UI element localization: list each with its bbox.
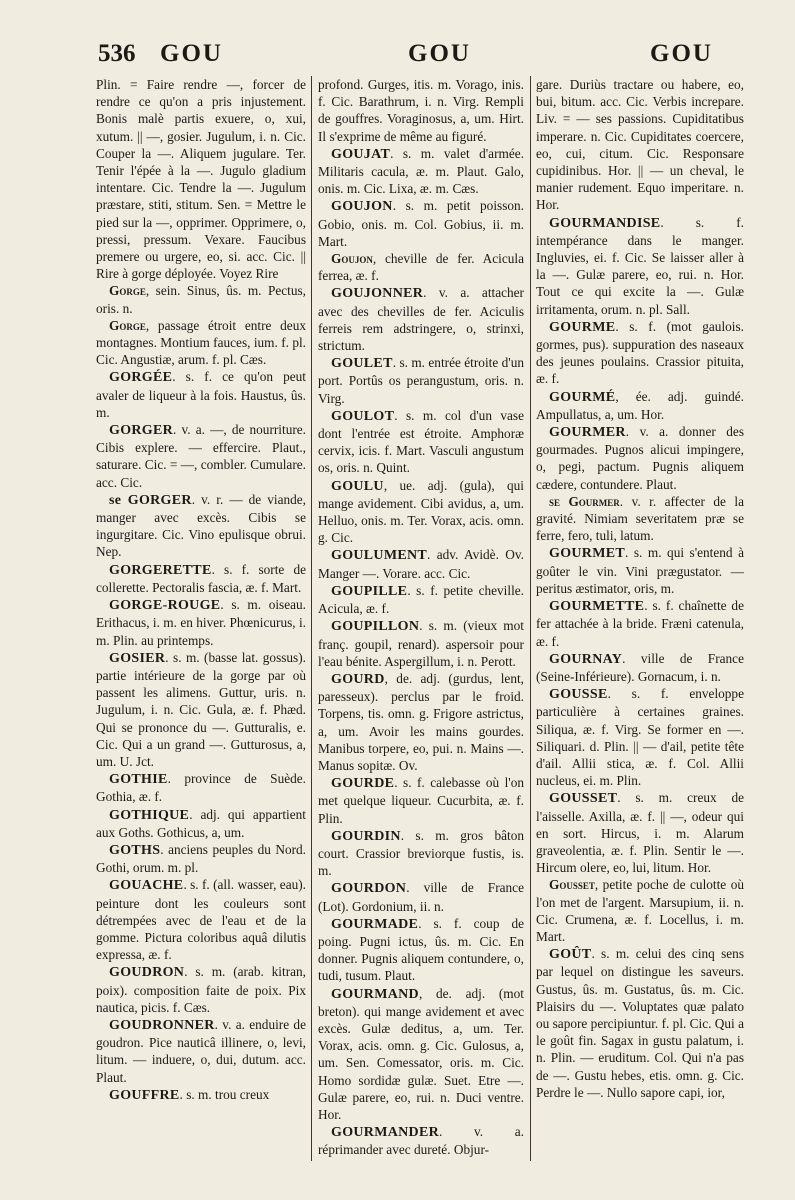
entry-text: . s. m. creux de l'aisselle. Axilla, æ. f. || —, odeur qui en sort. Hircus, i. m. Alarum graveolentia, æ. f. Plin. Sentir le —. Hircum olere, eo, lui, litum. Hor. bbox=[536, 790, 744, 876]
entry-headword: GOUDRON bbox=[109, 965, 185, 981]
entry-headword: GOSIER bbox=[109, 650, 166, 666]
entry-text: . v. a. réprimander avec dureté. Objur- bbox=[318, 1124, 524, 1158]
column-center bbox=[318, 76, 524, 1176]
entry-headword: GOURMANDER bbox=[331, 1125, 439, 1141]
entry-text: , ée. adj. guindé. Ampullatus, a, um. Hor. bbox=[536, 388, 744, 422]
entry-headword: GORGER bbox=[109, 423, 174, 439]
entry-headword: GOUJON bbox=[331, 199, 393, 215]
entry-text: . s. f. ce qu'on peut avaler de liqueur à la fois. Haustus, ûs. m. bbox=[96, 369, 306, 420]
entry-headword: GOULU bbox=[331, 478, 384, 494]
entry-text: . v. r. affecter de la gravité. Nimiam severitatem præ se ferre, fero, tuli, latum. bbox=[536, 493, 744, 544]
page-header bbox=[98, 40, 758, 80]
dictionary-entry bbox=[96, 421, 306, 491]
dictionary-entry bbox=[536, 423, 744, 493]
entry-headword: GOURMETTE bbox=[549, 599, 645, 615]
dictionary-entry bbox=[318, 879, 524, 914]
entry-headword: GOULUMENT bbox=[331, 548, 428, 564]
entry-headword: GOURDE bbox=[331, 776, 395, 792]
dictionary-entry bbox=[318, 582, 524, 617]
dictionary-entry bbox=[318, 407, 524, 477]
entry-headword: GORGERETTE bbox=[109, 562, 212, 578]
column-rule-right bbox=[530, 76, 531, 1161]
dictionary-entry bbox=[96, 649, 306, 770]
entry-text: . s. m. oiseau. Erithacus, i. m. en hiver. Phœnicurus, i. m. Plin. au printemps. bbox=[96, 597, 306, 648]
entry-text: , sein. Sinus, ûs. m. Pectus, oris. n. bbox=[96, 283, 306, 316]
dictionary-entry bbox=[318, 250, 524, 284]
entry-text: . s. f. coup de poing. Pugni ictus, ûs. m. Cic. En donner. Pugnis aliquem contundere, o, tudi, tusum. Plaut. bbox=[318, 915, 524, 984]
entry-text: . v. a. enduire de goudron. Pice nauticâ illinere, o, levi, litum. — induere, o, dui, dutum. acc. Plaut. bbox=[96, 1016, 306, 1085]
entry-text: , cheville de fer. Acicula ferrea, æ. f. bbox=[318, 251, 524, 284]
dictionary-entry bbox=[318, 477, 524, 547]
dictionary-entry bbox=[536, 685, 744, 789]
dictionary-entry bbox=[318, 197, 524, 250]
entry-headword: GOUPILLON bbox=[331, 619, 420, 635]
entry-text: gare. Duriùs tractare ou habere, eo, bui, bitum. acc. Cic. Verbis increpare. Liv. = — ses passions. Cupiditatibus imperare. n. Cic. Cupiditates coercere, eo, cui, citum. Cic. Responsare cupidinibus. Hor. || — un cheval, le manier rudement. Equo imperitare. n. Hor. bbox=[536, 77, 744, 213]
column-rule-left bbox=[311, 76, 312, 1161]
dictionary-entry bbox=[318, 145, 524, 198]
entry-text: , de. adj. (mot breton). qui mange avidement et avec excès. Gulæ deditus, a, um. Ter. Vorax, acis. omn. g. Cic. Gulosus, a, um. Sen. Comessator, oris. m. Cic. Homo sordidæ gulæ. Suet. Etre —. Gulæ parere, eo, rui. n. Duci ventre. Hor. bbox=[318, 985, 524, 1122]
dictionary-entry bbox=[536, 597, 744, 650]
dictionary-entry bbox=[96, 876, 306, 963]
entry-text: . s. m. col d'un vase dont l'entrée est étroite. Amphoræ cervix, icis. f. Mart. Vasculi angustum os, oris. n. Quint. bbox=[318, 407, 524, 476]
dictionary-entry bbox=[318, 1123, 524, 1158]
entry-headword: GORGÉE bbox=[109, 370, 173, 386]
dictionary-entry bbox=[536, 76, 744, 214]
dictionary-entry bbox=[96, 317, 306, 369]
dictionary-entry bbox=[536, 945, 744, 1101]
dictionary-entry bbox=[536, 318, 744, 388]
dictionary-entry bbox=[536, 388, 744, 423]
dictionary-entry bbox=[96, 282, 306, 316]
entry-headword: GOURMADE bbox=[331, 916, 419, 932]
entry-text: . s. f. petite cheville. Acicula, æ. f. bbox=[318, 582, 524, 617]
entry-text: . s. m. (vieux mot franç. goupil, renard). aspersoir pour l'eau bénite. Aspergillum, i. n. Perott. bbox=[318, 618, 524, 669]
entry-headword: GOUJAT bbox=[331, 146, 391, 162]
dictionary-entry bbox=[318, 546, 524, 581]
column-right bbox=[536, 76, 744, 1176]
entry-text: . v. a. —, de nourriture. Cibis explere. — effercire. Plaut., saturare. Cic. = —, combler. Cumulare. acc. Cic. bbox=[96, 422, 306, 490]
entry-headword: GOURME bbox=[549, 319, 616, 335]
entry-text: . s. m. entrée étroite d'un port. Portûs os perangustum, oris. n. Virg. bbox=[318, 355, 524, 406]
dictionary-entry bbox=[96, 1086, 306, 1104]
entry-text: . anciens peuples du Nord. Gothi, orum. m. pl. bbox=[96, 841, 306, 876]
entry-headword: GOURDIN bbox=[331, 828, 401, 844]
entry-headword: GOULOT bbox=[331, 408, 395, 424]
entry-text: , passage étroit entre deux montagnes. Montium fauces, ium. f. pl. Cic. Angustiæ, arum. f. pl. Cæs. bbox=[96, 317, 306, 368]
dictionary-entry bbox=[96, 770, 306, 805]
entry-headword: GOUJONNER bbox=[331, 286, 424, 302]
entry-text: . s. m. celui des cinq sens par lequel on distingue les saveurs. Gustus, ûs. m. Gustatus, ûs. m. Cic. Plaisirs du —. Voluptates quæ palato ou sapore percipiuntur. f. pl. Cic. Qui a le goût fin. Sagax in gustu palatum, i. n. Plin. — eruditum. Col. Qui n'a pas de —. Gustu hebes, etis. omn. g. Cic. Perdre le —. Nullo sapore capi, ior, bbox=[536, 946, 744, 1100]
entry-headword: Gousset bbox=[549, 877, 595, 893]
entry-headword: GOURNAY bbox=[549, 651, 623, 667]
entry-headword: GOÛT bbox=[549, 947, 592, 963]
entry-headword: GOTHS bbox=[109, 842, 161, 858]
dictionary-entry bbox=[96, 76, 306, 282]
entry-headword: GOTHIQUE bbox=[109, 807, 190, 823]
column-left bbox=[96, 76, 306, 1176]
entry-text: . s. f. (mot gaulois. gormes, pus). suppuration des naseaux des jeunes poulains. Crassior pituita, æ. f. bbox=[536, 318, 744, 387]
dictionary-entry bbox=[96, 561, 306, 596]
entry-text: Plin. = Faire rendre —, forcer de rendre ce qu'on a pris injustement. Bonis malè partis exuere, o, xui, xutum. || —, gosier. Jugulum, i. n. Cic. Couper la —. Aliquem jugulare. Ter. Tenir l'épée à la —. Jugulo gladium intentare. Cic. Tendre la —. Jugulum præstare, stiti, stitum. Sen. = Mettre le pied sur la —, opprimer. Opprimere, o, pressi, pressum. Vexare. Faucibus premere ou urgere, eo, si. acc. Cic. || Rire à gorge déployée. Voyez Rire bbox=[96, 77, 306, 282]
dictionary-entry bbox=[96, 368, 306, 421]
entry-text: . adv. Avidè. Ov. Manger —. Vorare. acc. Cic. bbox=[318, 547, 524, 581]
entry-headword: Gorge bbox=[109, 317, 146, 333]
entry-headword: GOUACHE bbox=[109, 878, 184, 894]
entry-text: . s. m. (arab. kitran, poix). composition faite de poix. Pix nautica, picis. f. Cæs. bbox=[96, 964, 306, 1015]
entry-text: . s. m. (basse lat. gossus). partie intérieure de la gorge par où passent les alimens. Guttur, uris. n. Jugulum, i. n. Cic. Gula, æ. f. Phæd. Qui se prononce du —. Gutturalis, e. Cic. Qui a un grand —. Gutturosus, a, um. U. Jct. bbox=[96, 649, 306, 769]
running-head-right: GOU bbox=[650, 40, 713, 67]
entry-text: profond. Gurges, itis. m. Vorago, inis. f. Cic. Barathrum, i. n. Virg. Rempli de gouffres. Voraginosus, a, um. Hirt. Il s'exprime de même au figuré. bbox=[318, 77, 524, 144]
entry-headword: se GORGER bbox=[109, 492, 192, 508]
entry-text: . s. f. sorte de collerette. Pectoralis fascia, æ. f. Mart. bbox=[96, 561, 306, 595]
dictionary-entry bbox=[536, 650, 744, 685]
entry-text: . ville de France (Seine-Inférieure). Gornacum, i. n. bbox=[536, 650, 744, 684]
entry-text: . ville de France (Lot). Gordonium, ii. n. bbox=[318, 880, 524, 914]
entry-headword: GOURMANDISE bbox=[549, 215, 661, 231]
entry-text: , de. adj. (gurdus, lent, paresseux). perclus par le froid. Torpens, tis. omn. g. Frigore astrictus, a, um. Avoir les mains gourdes. Manibus torpere, eo, pui. n. Mains —. Manus sopitæ. Ov. bbox=[318, 670, 524, 773]
entry-headword: GOURMAND bbox=[331, 986, 419, 1002]
entry-text: . v. a. attacher avec des chevilles de fer. Aciculis ferreis rem adstringere, o, strinxi, strictum. bbox=[318, 285, 524, 354]
entry-text: . s. m. gros bâton court. Crassior breviorque fustis, is. m. bbox=[318, 827, 524, 879]
running-head-left: GOU bbox=[160, 40, 223, 67]
entry-text: . s. m. trou creux bbox=[179, 1086, 270, 1102]
entry-headword: GOUPILLE bbox=[331, 583, 408, 599]
dictionary-entry bbox=[318, 985, 524, 1124]
entry-text: . v. r. — de viande, manger avec excès. Cibis se ingurgitare. Cic. Vino epulisque obrui. Nep. bbox=[96, 491, 306, 560]
entry-text: . adj. qui appartient aux Goths. Gothicus, a, um. bbox=[96, 806, 306, 840]
dictionary-entry bbox=[536, 876, 744, 945]
dictionary-entry bbox=[318, 827, 524, 880]
entry-headword: GOULET bbox=[331, 356, 393, 372]
entry-headword: GOURD bbox=[331, 671, 385, 687]
entry-text: . s. m. valet d'armée. Militaris cacula, æ. m. Plaut. Galo, onis. m. Cic. Lixa, æ. m. Cæs. bbox=[318, 145, 524, 197]
entry-headword: GOUSSE bbox=[549, 687, 608, 703]
dictionary-entry bbox=[96, 806, 306, 841]
running-head-center: GOU bbox=[408, 40, 471, 67]
entry-text: . v. a. donner des gourmades. Pugnos alicui impingere, o, pegi, pactum. Pugnis aliquem cædere, contundere. Plaut. bbox=[536, 424, 744, 492]
entry-text: . s. m. petit poisson. Gobio, onis. m. Col. Gobius, ii. m. Mart. bbox=[318, 198, 524, 249]
entry-headword: GORGE-ROUGE bbox=[109, 598, 221, 614]
dictionary-entry bbox=[96, 491, 306, 561]
dictionary-entry bbox=[318, 76, 524, 145]
entry-text: . province de Suède. Gothia, æ. f. bbox=[96, 771, 306, 805]
dictionary-entry bbox=[96, 841, 306, 876]
dictionary-entry bbox=[96, 1016, 306, 1086]
dictionary-entry bbox=[318, 670, 524, 774]
dictionary-entry bbox=[536, 214, 744, 318]
entry-headword: GOUFFRE bbox=[109, 1087, 180, 1103]
entry-text: , petite poche de culotte où l'on met de l'argent. Marsupium, ii. n. Cic. Crumena, æ. f. Locellus, i. m. Mart. bbox=[536, 877, 744, 944]
dictionary-entry bbox=[318, 617, 524, 670]
entry-headword: GOURMET bbox=[549, 546, 625, 562]
dictionary-entry bbox=[96, 963, 306, 1016]
entry-headword: GOURDON bbox=[331, 881, 407, 897]
dictionary-entry bbox=[536, 544, 744, 597]
entry-text: . s. f. enveloppe particulière à certaines graines. Siliqua, æ. f. Virg. Se former en —. Siliquari. d. Plin. || — d'ail, petite tête d'ail. Allii stica, æ. f. Col. Allii nucleus, ei. m. Plin. bbox=[536, 686, 744, 789]
dictionary-entry bbox=[318, 915, 524, 985]
dictionary-entry bbox=[96, 596, 306, 649]
dictionary-entry bbox=[318, 354, 524, 407]
entry-headword: GOUDRONNER bbox=[109, 1017, 215, 1033]
entry-headword: se Gourmer bbox=[549, 493, 620, 509]
dictionary-entry bbox=[536, 789, 744, 876]
entry-headword: Gorge bbox=[109, 283, 146, 299]
dictionary-entry bbox=[536, 493, 744, 545]
entry-headword: GOURMÉ bbox=[549, 389, 616, 405]
entry-headword: GOTHIE bbox=[109, 772, 168, 788]
entry-text: . s. m. qui s'entend à goûter le vin. Vini prægustator. — peritus æstimator, oris, m. bbox=[536, 545, 744, 596]
entry-headword: Goujon bbox=[331, 251, 373, 267]
entry-headword: GOUSSET bbox=[549, 791, 618, 807]
page-number: 536 bbox=[98, 40, 136, 67]
entry-text: . s. f. chaînette de fer attachée à la bride. Fræni catenula, æ. f. bbox=[536, 598, 744, 649]
entry-text: . s. f. intempérance dans le manger. Ingluvies, ei. f. Cic. Se laisser aller à la —. Gulæ parere, eo, rui. n. Hor. Tout ce qui excite la —. Gulæ irritamenta, orum. n. pl. Sall. bbox=[536, 214, 744, 317]
entry-text: , ue. adj. (gula), qui mange avidement. Cibi avidus, a, um. Helluo, onis. m. Ter. Vorax, acis. omn. g. Cic. bbox=[318, 477, 524, 546]
entry-headword: GOURMER bbox=[549, 425, 626, 441]
dictionary-entry bbox=[318, 284, 524, 354]
entry-text: . s. f. (all. wasser, eau). peinture dont les couleurs sont détrempées avec de l'eau et de la gomme. Pictura coloribus aquâ dilutis expressa, æ. f. bbox=[96, 877, 306, 963]
entry-text: . s. f. calebasse où l'on met quelque liqueur. Cucurbita, æ. f. Plin. bbox=[318, 775, 524, 826]
dictionary-entry bbox=[318, 774, 524, 827]
